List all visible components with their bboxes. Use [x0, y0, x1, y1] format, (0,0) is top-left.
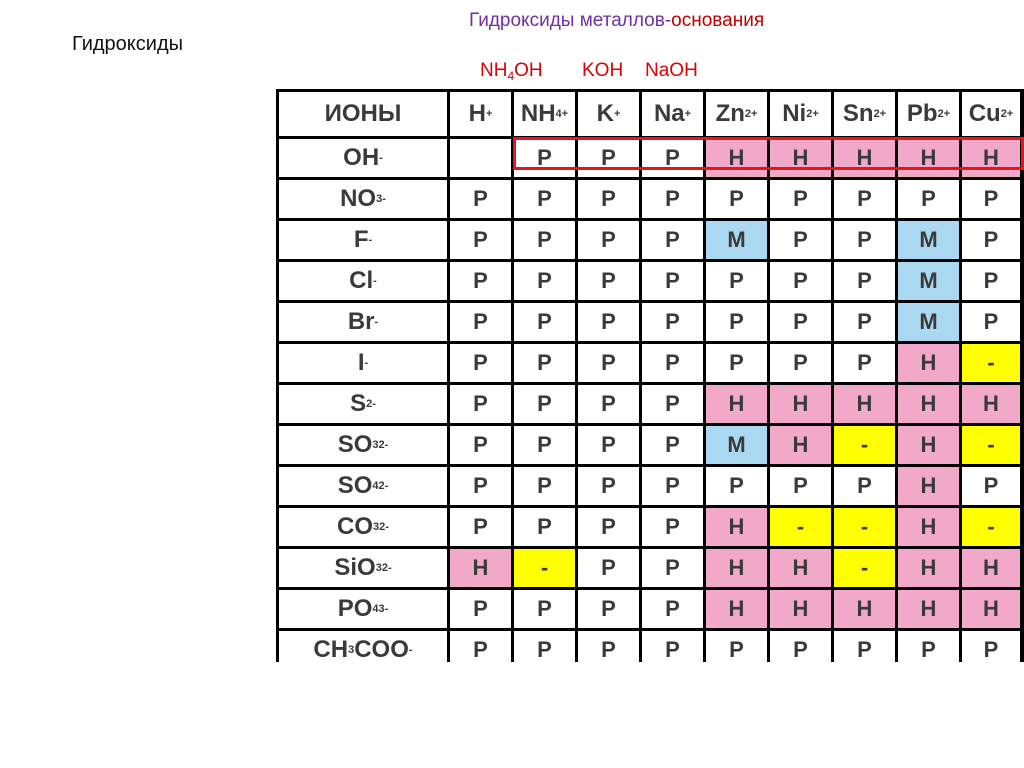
- solubility-cell: Р: [706, 180, 767, 218]
- anion-symbol: F: [353, 226, 369, 253]
- anion-symbol: Cl: [349, 267, 374, 294]
- subtitle-part-1: Гидроксиды металлов-: [469, 10, 672, 31]
- solubility-cell: Р: [770, 467, 831, 505]
- anion-subscript: 4: [372, 480, 379, 492]
- solubility-cell: Р: [834, 467, 895, 505]
- cation-symbol: K: [596, 100, 614, 127]
- solubility-cell: Р: [450, 385, 511, 423]
- solubility-cell: Р: [642, 303, 703, 341]
- solubility-cell: Р: [450, 631, 511, 669]
- solubility-cell: Н: [834, 590, 895, 628]
- solubility-cell: Р: [642, 221, 703, 259]
- anion-symbol-tail: COO: [354, 636, 409, 663]
- solubility-cell: Р: [450, 303, 511, 341]
- anion-header: [279, 385, 447, 423]
- solubility-cell: Н: [706, 590, 767, 628]
- anion-header: [279, 180, 447, 218]
- anion-header: [279, 139, 447, 177]
- cation-header: [898, 92, 959, 136]
- solubility-cell: Р: [834, 631, 895, 669]
- cation-header: [642, 92, 703, 136]
- anion-symbol: NO: [340, 185, 377, 212]
- cation-symbol: Na: [653, 100, 685, 127]
- anion-header: [279, 549, 447, 587]
- anion-charge: 2-: [378, 439, 389, 451]
- cation-charge: 2+: [937, 108, 951, 120]
- solubility-cell: Р: [514, 344, 575, 382]
- anion-charge: -: [373, 275, 377, 287]
- solubility-cell: Р: [450, 180, 511, 218]
- solubility-cell: Р: [514, 590, 575, 628]
- solubility-cell: Н: [834, 139, 895, 177]
- solubility-cell: Р: [578, 590, 639, 628]
- solubility-cell: Р: [834, 221, 895, 259]
- solubility-cell: -: [834, 549, 895, 587]
- anion-symbol: OH: [343, 144, 380, 171]
- anion-subscript: 3: [373, 521, 380, 533]
- solubility-cell: -: [514, 549, 575, 587]
- anion-charge: -: [379, 152, 383, 164]
- solubility-cell: Р: [450, 344, 511, 382]
- anion-charge: 2-: [366, 398, 376, 410]
- solubility-cell: Н: [770, 426, 831, 464]
- solubility-cell: Р: [514, 139, 575, 177]
- cation-symbol: Sn: [842, 100, 874, 127]
- cation-symbol: Pb: [906, 100, 938, 127]
- solubility-cell: Р: [450, 508, 511, 546]
- cation-charge: +: [613, 108, 621, 120]
- solubility-cell: Р: [642, 631, 703, 669]
- solubility-cell: Р: [706, 467, 767, 505]
- cation-header: [834, 92, 895, 136]
- cation-symbol: Ni: [782, 100, 807, 127]
- solubility-cell: Р: [578, 631, 639, 669]
- solubility-cell: Р: [514, 467, 575, 505]
- solubility-cell: Н: [706, 139, 767, 177]
- solubility-cell: Р: [578, 385, 639, 423]
- solubility-table: [276, 89, 1024, 662]
- anion-header: [279, 631, 447, 669]
- solubility-cell: Н: [898, 385, 959, 423]
- anion-subscript: 3: [376, 193, 383, 205]
- cation-symbol: Zn: [715, 100, 745, 127]
- solubility-cell: -: [962, 426, 1020, 464]
- base-label-naoh: NaOH: [645, 60, 698, 81]
- solubility-cell: Р: [514, 262, 575, 300]
- ions-header: ИОНЫ: [279, 92, 447, 136]
- solubility-cell: Р: [514, 180, 575, 218]
- solubility-cell: Н: [706, 385, 767, 423]
- solubility-cell: Н: [770, 590, 831, 628]
- solubility-cell: -: [962, 344, 1020, 382]
- solubility-cell: Р: [706, 344, 767, 382]
- solubility-cell: Р: [578, 303, 639, 341]
- solubility-cell: Р: [834, 303, 895, 341]
- solubility-cell: М: [898, 262, 959, 300]
- solubility-cell: Р: [642, 139, 703, 177]
- anion-symbol: S: [350, 390, 367, 417]
- solubility-cell: Р: [514, 426, 575, 464]
- cation-header: [578, 92, 639, 136]
- solubility-cell: Р: [834, 344, 895, 382]
- anion-charge: -: [368, 234, 373, 246]
- solubility-cell: Н: [834, 385, 895, 423]
- anion-header: [279, 221, 447, 259]
- anion-symbol: SO: [337, 472, 373, 499]
- cation-charge: +: [485, 108, 493, 120]
- anion-symbol: I: [357, 349, 365, 376]
- cation-charge: 2+: [806, 108, 819, 120]
- solubility-cell: Р: [514, 385, 575, 423]
- solubility-cell: М: [706, 221, 767, 259]
- solubility-cell: Р: [450, 426, 511, 464]
- cation-header: [706, 92, 767, 136]
- solubility-cell: Р: [642, 344, 703, 382]
- cation-header: [450, 92, 511, 136]
- anion-charge: 3-: [378, 603, 389, 615]
- anion-subscript: 3: [375, 562, 382, 574]
- base-label-koh: KOH: [582, 60, 624, 81]
- solubility-cell: Р: [514, 303, 575, 341]
- solubility-cell: Р: [962, 262, 1020, 300]
- anion-header: [279, 303, 447, 341]
- anion-header: [279, 467, 447, 505]
- solubility-cell: Р: [450, 590, 511, 628]
- anion-subscript: 3: [348, 644, 355, 656]
- solubility-cell: Р: [770, 180, 831, 218]
- solubility-cell: Р: [834, 180, 895, 218]
- solubility-cell: Р: [450, 262, 511, 300]
- solubility-cell: Н: [706, 549, 767, 587]
- solubility-cell: Н: [962, 385, 1020, 423]
- solubility-cell: Р: [642, 180, 703, 218]
- solubility-cell: Р: [642, 262, 703, 300]
- solubility-cell: Н: [898, 467, 959, 505]
- cation-symbol: Cu: [968, 100, 1001, 127]
- solubility-cell: Р: [578, 262, 639, 300]
- solubility-cell: Р: [578, 467, 639, 505]
- solubility-cell: Р: [962, 303, 1020, 341]
- solubility-cell: Р: [770, 631, 831, 669]
- cation-header: [770, 92, 831, 136]
- solubility-cell: Р: [962, 180, 1020, 218]
- anion-charge: 2-: [379, 521, 389, 533]
- solubility-cell: Р: [834, 262, 895, 300]
- slide-title: Гидроксиды: [72, 33, 183, 55]
- solubility-cell: Р: [514, 508, 575, 546]
- solubility-cell: Р: [706, 631, 767, 669]
- anion-charge: 2-: [381, 562, 392, 574]
- cation-symbol: H: [468, 100, 486, 127]
- slide-subtitle: [469, 10, 764, 32]
- cation-header: [962, 92, 1020, 136]
- solubility-cell: -: [834, 426, 895, 464]
- solubility-cell: Н: [770, 385, 831, 423]
- cation-symbol: NH: [520, 100, 556, 127]
- solubility-cell: Р: [642, 549, 703, 587]
- anion-symbol: SO: [337, 431, 373, 458]
- solubility-cell: Н: [770, 549, 831, 587]
- solubility-cell: Р: [578, 549, 639, 587]
- cation-charge: +: [561, 108, 569, 120]
- base-label-nh4oh: $NH_4OH$: [480, 60, 543, 83]
- solubility-cell: Р: [770, 262, 831, 300]
- anion-charge: -: [374, 316, 379, 328]
- solubility-cell: Н: [450, 549, 511, 587]
- cation-charge: 2+: [744, 108, 758, 120]
- cation-header: [514, 92, 575, 136]
- solubility-cell: М: [898, 303, 959, 341]
- solubility-cell: Р: [578, 344, 639, 382]
- anion-header: [279, 344, 447, 382]
- solubility-cell: Р: [642, 385, 703, 423]
- anion-header: [279, 426, 447, 464]
- solubility-cell: Р: [898, 631, 959, 669]
- solubility-cell: Р: [706, 303, 767, 341]
- solubility-cell: Р: [962, 631, 1020, 669]
- anion-symbol: SiO: [334, 554, 376, 581]
- solubility-cell: -: [834, 508, 895, 546]
- solubility-cell: Р: [578, 426, 639, 464]
- solubility-cell: Н: [898, 508, 959, 546]
- anion-symbol: CO: [337, 513, 374, 540]
- solubility-cell: Р: [578, 508, 639, 546]
- solubility-cell: Н: [770, 139, 831, 177]
- solubility-cell: М: [898, 221, 959, 259]
- solubility-cell: Н: [706, 508, 767, 546]
- solubility-cell: Н: [898, 590, 959, 628]
- solubility-cell: [450, 139, 511, 177]
- solubility-cell: -: [770, 508, 831, 546]
- solubility-cell: -: [962, 508, 1020, 546]
- anion-subscript: 3: [372, 439, 379, 451]
- anion-symbol: Br: [347, 308, 375, 335]
- solubility-cell: Р: [578, 139, 639, 177]
- solubility-cell: Р: [962, 221, 1020, 259]
- solubility-cell: Р: [898, 180, 959, 218]
- solubility-cell: Н: [898, 549, 959, 587]
- anion-charge: -: [382, 193, 386, 205]
- solubility-cell: М: [706, 426, 767, 464]
- cation-charge: 2+: [873, 108, 887, 120]
- cation-charge: 2+: [1000, 108, 1014, 120]
- solubility-cell: Р: [642, 508, 703, 546]
- solubility-cell: Р: [578, 221, 639, 259]
- solubility-cell: Р: [642, 426, 703, 464]
- cation-subscript: 4: [555, 108, 562, 120]
- solubility-cell: Р: [770, 344, 831, 382]
- solubility-cell: Р: [642, 467, 703, 505]
- subtitle-part-2: основания: [671, 10, 765, 31]
- anion-charge: -: [408, 644, 413, 656]
- solubility-cell: Р: [450, 221, 511, 259]
- solubility-cell: Р: [514, 221, 575, 259]
- solubility-cell: Р: [962, 467, 1020, 505]
- solubility-cell: Р: [770, 303, 831, 341]
- anion-charge: 2-: [378, 480, 389, 492]
- cation-charge: +: [684, 108, 692, 120]
- solubility-cell: Р: [514, 631, 575, 669]
- anion-symbol: CH: [313, 636, 349, 663]
- anion-header: [279, 508, 447, 546]
- anion-subscript: 4: [372, 603, 379, 615]
- solubility-cell: Н: [898, 344, 959, 382]
- solubility-cell: Н: [962, 549, 1020, 587]
- solubility-cell: Р: [770, 221, 831, 259]
- solubility-cell: Р: [706, 262, 767, 300]
- anion-header: [279, 590, 447, 628]
- anion-header: [279, 262, 447, 300]
- solubility-cell: Н: [962, 590, 1020, 628]
- solubility-cell: Р: [642, 590, 703, 628]
- solubility-cell: Р: [578, 180, 639, 218]
- anion-symbol: PO: [337, 595, 373, 622]
- solubility-cell: Н: [898, 139, 959, 177]
- anion-charge: -: [364, 357, 369, 369]
- solubility-cell: Р: [450, 467, 511, 505]
- solubility-cell: Н: [962, 139, 1020, 177]
- solubility-cell: Н: [898, 426, 959, 464]
